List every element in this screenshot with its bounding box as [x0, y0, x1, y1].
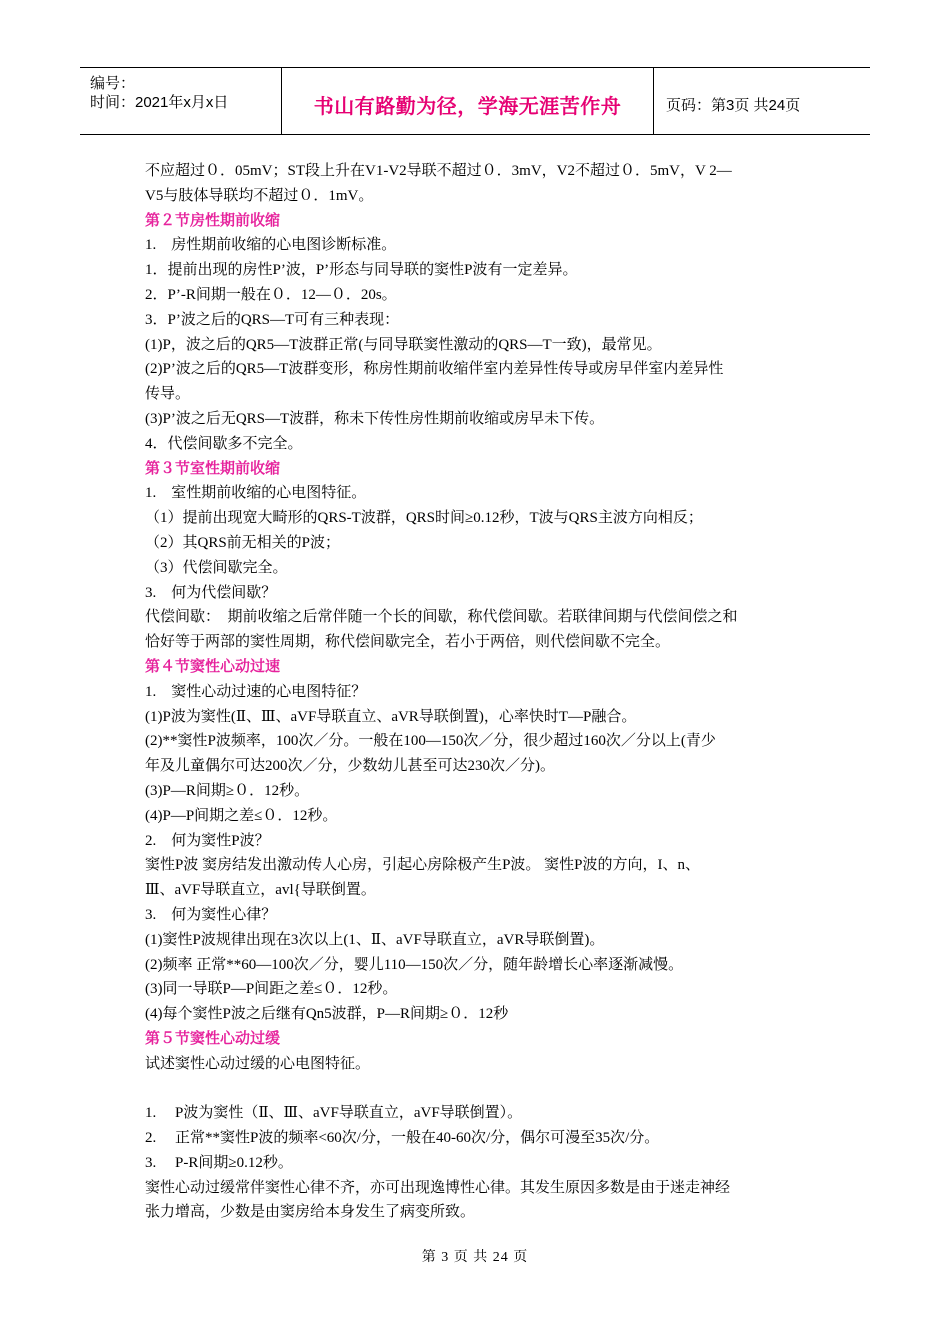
text-line: 4．代偿间歇多不完全。 [145, 435, 303, 452]
text-line: （1）提前出现宽大畸形的QRS-T波群，QRS时间≥0.12秒，T波与QRS主波方向相反； [145, 510, 703, 527]
text-line: 恰好等于两部的窦性周期，称代偿间歇完全，若小于两倍，则代偿间歇不完全。 [145, 634, 671, 651]
header-page-number: 页码：第3页 共24页 [666, 97, 801, 114]
text-line: Ⅲ、aVF导联直立，avl{导联倒置。 [145, 882, 376, 899]
page-footer: 第 3 页 共 24 页 [421, 1250, 529, 1265]
text-line: 1. 房性期前收缩的心电图诊断标准。 [145, 237, 397, 254]
text-line: (1)P波为窦性(Ⅱ、Ⅲ、aVF导联直立、aVR导联倒置)，心率快时T—P融合。 [145, 708, 637, 725]
text-line: 传导。 [145, 386, 191, 403]
header-info-cell [80, 68, 282, 134]
text-line: 2. 何为窦性P波？ [145, 832, 270, 849]
header-motto-cell [282, 68, 654, 134]
text-line: 1. P波为窦性（Ⅱ、Ⅲ、aVF导联直立，aVF导联倒置）。 [145, 1105, 523, 1122]
text-line: 3. 何为代偿间歇？ [145, 584, 277, 601]
text-line: V5与肢体导联均不超过０．1mV。 [145, 187, 374, 204]
text-line: 3. P-R间期≥0.12秒。 [145, 1154, 293, 1171]
section-heading: 第２节房性期前收缩 [145, 212, 281, 229]
document-number-label: 编号： [90, 75, 136, 92]
text-line: 窦性心动过缓常伴窦性心律不齐，亦可出现逸博性心律。其发生原因多数是由于迷走神经 [145, 1179, 731, 1196]
header-page-cell [654, 68, 870, 134]
text-line: (3)同一导联P—P间距之差≤０．12秒。 [145, 981, 398, 998]
text-line: 代偿间歇： 期前收缩之后常伴随一个长的间歇，称代偿间歇。若联律间期与代偿间偿之和 [145, 609, 738, 626]
section-heading: 第３节室性期前收缩 [145, 460, 281, 477]
blank-line [145, 1076, 810, 1101]
text-line: 2. 正常**窦性P波的频率<60次/分，一般在40-60次/分，偶尔可漫至35次/分。 [145, 1130, 660, 1147]
text-line: 窦性P波 窦房结发出激动传人心房，引起心房除极产生P波。 窦性P波的方向，I、n、 [145, 857, 701, 874]
text-line: (3)P’波之后无QRS—T波群，称未下传性房性期前收缩或房早未下传。 [145, 410, 605, 427]
text-line: (1)P，波之后的QR5—T波群正常(与同导联窦性激动的QRS—T一致)，最常见。 [145, 336, 662, 353]
text-line: (2)P’波之后的QR5—T波群变形，称房性期前收缩伴室内差异性传导或房早伴室内差异性 [145, 361, 724, 378]
section-heading: 第５节窦性心动过缓 [145, 1030, 281, 1047]
text-line: (3)P—R间期≥０．12秒。 [145, 782, 310, 799]
text-line: 2．P’-R间期一般在０．12—０．20s。 [145, 286, 397, 303]
text-line: 3．P’波之后的QRS—T可有三种表现： [145, 311, 400, 328]
text-line: (2)**窦性P波频率，100次／分。一般在100—150次／分，很少超过160次／分以上(青少 [145, 733, 716, 750]
text-line: 1. 室性期前收缩的心电图特征。 [145, 485, 367, 502]
text-line: 3. 何为窦性心律？ [145, 906, 277, 923]
document-date-label: 时间：2021年x月x日 [90, 94, 229, 111]
motto-text: 书山有路勤为径，学海无涯苦作舟 [313, 94, 622, 118]
text-line: 试述窦性心动过缓的心电图特征。 [145, 1055, 371, 1072]
text-line: (1)窦性P波规律出现在3次以上(1、Ⅱ、aVF导联直立，aVR导联倒置)。 [145, 931, 605, 948]
text-line: 1. 窦性心动过速的心电图特征？ [145, 683, 367, 700]
text-line: （3）代偿间歇完全。 [145, 559, 288, 576]
page-header [80, 67, 870, 135]
text-line: (4)P—P间期之差≤０．12秒。 [145, 807, 338, 824]
text-line: 不应超过０．05mV；ST段上升在V1-V2导联不超过０．3mV，V2不超过０．5mV，V 2— [145, 163, 732, 179]
text-line: 1．提前出现的房性P’波，P’形态与同导联的窦性P波有一定差异。 [145, 262, 578, 279]
text-line: 年及儿童偶尔可达200次／分，少数幼儿甚至可达230次／分)。 [145, 758, 555, 775]
text-line: (4)每个窦性P波之后继有Qn5波群，P—R间期≥０．12秒 [145, 1006, 509, 1023]
text-line: （2）其QRS前无相关的P波； [145, 534, 341, 551]
text-line: (2)频率 正常**60—100次／分，婴儿110—150次／分，随年龄增长心率逐渐减慢。 [145, 956, 684, 973]
text-line: 张力增高，少数是由窦房给本身发生了病变所致。 [145, 1204, 476, 1221]
section-heading: 第４节窦性心动过速 [145, 658, 281, 675]
document-body [145, 159, 810, 1225]
